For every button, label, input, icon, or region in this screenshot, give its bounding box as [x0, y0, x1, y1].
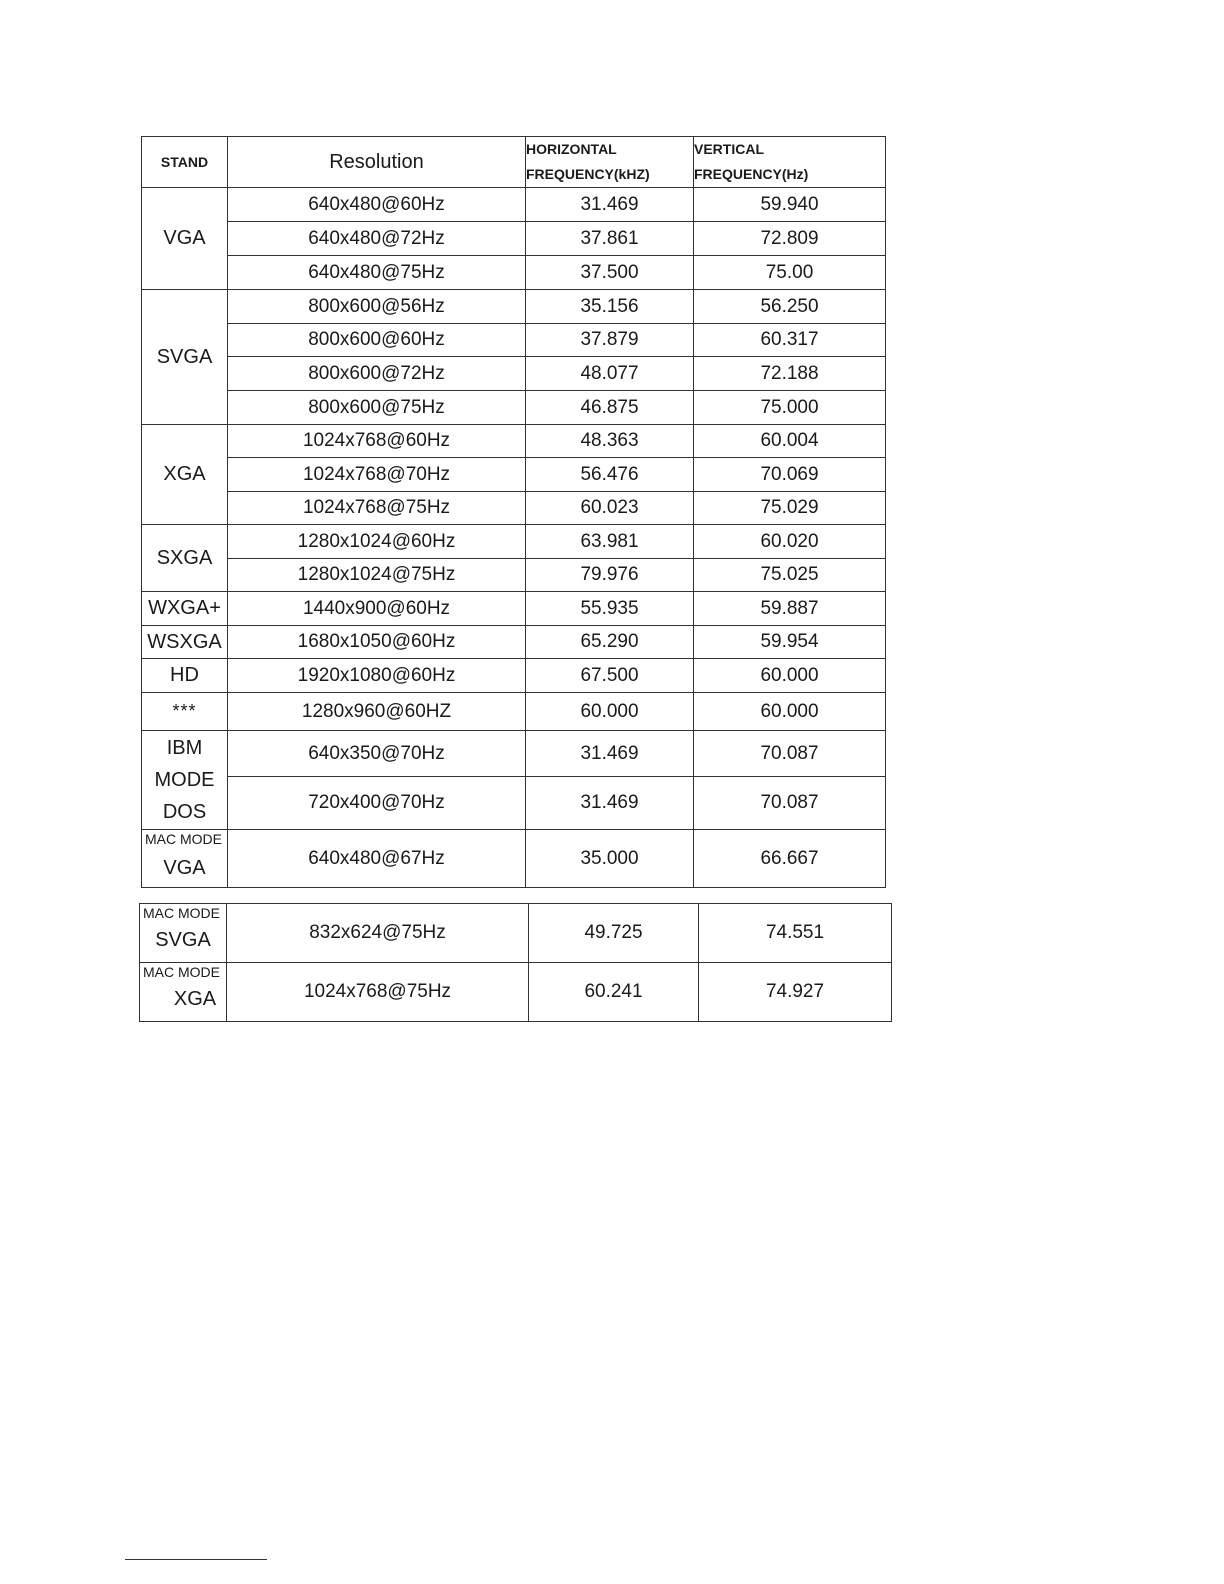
stand-ibm-mode-dos	[142, 731, 228, 830]
header-vertical-frequency	[694, 137, 886, 188]
resolution-cell: 640x480@72Hz	[228, 222, 526, 256]
table-row	[142, 626, 886, 659]
table-row	[142, 659, 886, 693]
header-horizontal-frequency	[526, 137, 694, 188]
stand-mac-mode-xga	[140, 963, 227, 1022]
resolution-cell: 1920x1080@60Hz	[228, 659, 526, 693]
horizontal-cell: 31.469	[526, 731, 694, 777]
table-row	[142, 188, 886, 222]
horizontal-cell: 60.000	[526, 693, 694, 731]
footnote-separator	[125, 1559, 267, 1560]
stand-unnamed: ***	[142, 693, 228, 731]
horizontal-cell: 37.500	[526, 256, 694, 290]
horizontal-cell: 35.000	[526, 830, 694, 888]
resolution-cell: 720x400@70Hz	[228, 777, 526, 830]
mac-mode-stand: VGA	[163, 857, 206, 879]
table-row	[142, 222, 886, 256]
horizontal-cell: 35.156	[526, 290, 694, 324]
vertical-cell: 74.927	[699, 963, 892, 1022]
table-row	[142, 830, 886, 888]
table-row	[142, 290, 886, 324]
table-row	[142, 525, 886, 559]
horizontal-cell: 79.976	[526, 559, 694, 592]
table-row	[142, 693, 886, 731]
table-row	[142, 777, 886, 830]
table-row	[142, 425, 886, 458]
mac-mode-label: MAC MODE	[145, 831, 222, 847]
timing-table	[141, 136, 886, 888]
vertical-cell: 74.551	[699, 904, 892, 963]
horizontal-cell: 63.981	[526, 525, 694, 559]
stand-mac-mode-vga	[142, 830, 228, 888]
resolution-cell: 1024x768@75Hz	[228, 492, 526, 525]
stand-vga: VGA	[142, 188, 228, 290]
header-vertical-line-2: FREQUENCY(Hz)	[694, 166, 809, 182]
stand-wxga-plus: WXGA+	[142, 592, 228, 626]
resolution-cell: 1280x960@60HZ	[228, 693, 526, 731]
stand-ibm-line-2: MODE	[154, 769, 215, 791]
vertical-cell: 66.667	[694, 830, 886, 888]
vertical-cell: 60.317	[694, 324, 886, 357]
table-row	[142, 458, 886, 492]
resolution-cell: 1680x1050@60Hz	[228, 626, 526, 659]
resolution-cell: 800x600@75Hz	[228, 391, 526, 425]
horizontal-cell: 48.363	[526, 425, 694, 458]
horizontal-cell: 65.290	[526, 626, 694, 659]
resolution-cell: 800x600@60Hz	[228, 324, 526, 357]
vertical-cell: 59.887	[694, 592, 886, 626]
table-row	[140, 963, 892, 1022]
vertical-cell: 60.000	[694, 659, 886, 693]
horizontal-cell: 60.023	[526, 492, 694, 525]
mac-mode-table	[139, 903, 892, 1022]
resolution-cell: 1024x768@60Hz	[228, 425, 526, 458]
horizontal-cell: 48.077	[526, 357, 694, 391]
horizontal-cell: 37.879	[526, 324, 694, 357]
stand-hd: HD	[142, 659, 228, 693]
mac-mode-label: MAC MODE	[143, 905, 220, 921]
mac-mode-label: MAC MODE	[143, 964, 220, 980]
table-row	[142, 256, 886, 290]
resolution-cell: 640x480@60Hz	[228, 188, 526, 222]
resolution-cell: 1024x768@75Hz	[227, 963, 529, 1022]
mac-mode-stand: XGA	[173, 988, 217, 1010]
resolution-cell: 640x480@67Hz	[228, 830, 526, 888]
resolution-cell: 1440x900@60Hz	[228, 592, 526, 626]
vertical-cell: 59.940	[694, 188, 886, 222]
vertical-cell: 72.188	[694, 357, 886, 391]
vertical-cell: 75.025	[694, 559, 886, 592]
table-row	[142, 391, 886, 425]
resolution-cell: 800x600@56Hz	[228, 290, 526, 324]
table-row	[142, 492, 886, 525]
vertical-cell: 60.004	[694, 425, 886, 458]
table-row	[142, 731, 886, 777]
stand-xga: XGA	[142, 425, 228, 525]
horizontal-cell: 67.500	[526, 659, 694, 693]
stand-sxga: SXGA	[142, 525, 228, 592]
horizontal-cell: 49.725	[529, 904, 699, 963]
resolution-cell: 832x624@75Hz	[227, 904, 529, 963]
vertical-cell: 60.000	[694, 693, 886, 731]
table-row	[142, 592, 886, 626]
vertical-cell: 70.087	[694, 731, 886, 777]
stand-mac-mode-svga	[140, 904, 227, 963]
table-row	[142, 324, 886, 357]
header-row	[142, 137, 886, 188]
horizontal-cell: 56.476	[526, 458, 694, 492]
vertical-cell: 56.250	[694, 290, 886, 324]
table-row	[140, 904, 892, 963]
header-vertical-line-1: VERTICAL	[694, 141, 764, 157]
header-horizontal-line-1: HORIZONTAL	[526, 141, 617, 157]
horizontal-cell: 46.875	[526, 391, 694, 425]
horizontal-cell: 31.469	[526, 188, 694, 222]
resolution-cell: 640x350@70Hz	[228, 731, 526, 777]
vertical-cell: 70.069	[694, 458, 886, 492]
resolution-cell: 1024x768@70Hz	[228, 458, 526, 492]
stand-ibm-line-1: IBM	[166, 737, 203, 759]
horizontal-cell: 37.861	[526, 222, 694, 256]
resolution-cell: 1280x1024@75Hz	[228, 559, 526, 592]
vertical-cell: 72.809	[694, 222, 886, 256]
vertical-cell: 75.000	[694, 391, 886, 425]
horizontal-cell: 60.241	[529, 963, 699, 1022]
vertical-cell: 70.087	[694, 777, 886, 830]
header-horizontal-line-2: FREQUENCY(kHZ)	[526, 166, 650, 182]
header-resolution: Resolution	[228, 137, 526, 188]
vertical-cell: 59.954	[694, 626, 886, 659]
stand-ibm-line-3: DOS	[162, 801, 207, 823]
vertical-cell: 60.020	[694, 525, 886, 559]
resolution-cell: 1280x1024@60Hz	[228, 525, 526, 559]
table-row	[142, 357, 886, 391]
vertical-cell: 75.029	[694, 492, 886, 525]
vertical-cell: 75.00	[694, 256, 886, 290]
table-row	[142, 559, 886, 592]
resolution-cell: 800x600@72Hz	[228, 357, 526, 391]
mac-mode-stand: SVGA	[155, 929, 211, 951]
resolution-cell: 640x480@75Hz	[228, 256, 526, 290]
stand-wsxga: WSXGA	[142, 626, 228, 659]
horizontal-cell: 55.935	[526, 592, 694, 626]
stand-svga: SVGA	[142, 290, 228, 425]
horizontal-cell: 31.469	[526, 777, 694, 830]
header-stand: STAND	[142, 137, 228, 188]
